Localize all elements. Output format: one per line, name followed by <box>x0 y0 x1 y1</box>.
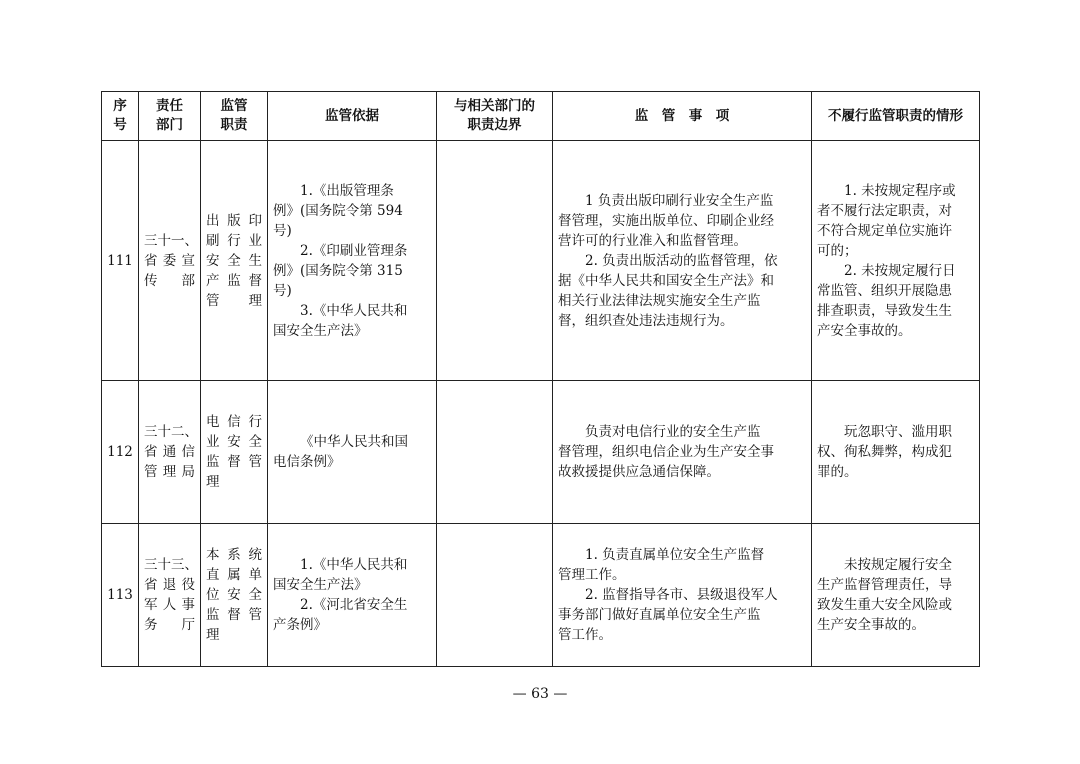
basis-cell: 《中华人民共和国 电信条例》 <box>268 381 437 524</box>
row-index: 113 <box>102 524 139 667</box>
items-cell: 1. 负责直属单位安全生产监督 管理工作。 2. 监督指导各市、县级退役军人 事务部门做好直属单位安全生产监 管工作。 <box>553 524 812 667</box>
table-row <box>102 141 980 381</box>
table-row <box>102 381 980 524</box>
header-boundary: 与相关部门的 职责边界 <box>437 92 553 141</box>
header-failure: 不履行监管职责的情形 <box>812 92 980 141</box>
header-basis: 监管依据 <box>268 92 437 141</box>
department-cell: 三十一、 省委宣 传部 <box>139 141 201 381</box>
failure-cell: 1. 未按规定程序或 者不履行法定职责，对 不符合规定单位实施许 可的； 2. 未按规定履行日 常监管、组织开展隐患 排查职责，导致发生生 产安全事故的。 <box>812 141 980 381</box>
regulatory-duties-table <box>101 91 980 667</box>
boundary-cell <box>437 381 553 524</box>
items-cell: 负责对电信行业的安全生产监 督管理，组织电信企业为生产安全事 故救援提供应急通信保障。 <box>553 381 812 524</box>
duty-cell: 电信行 业安全 监督管 理 <box>201 381 268 524</box>
duty-cell: 出版印 刷行业 安全生 产监督 管理 <box>201 141 268 381</box>
header-items: 监 管 事 项 <box>553 92 812 141</box>
header-row <box>102 92 980 141</box>
items-cell: 1 负责出版印刷行业安全生产监 督管理，实施出版单位、印刷企业经 营许可的行业准入和监督管理。 2. 负责出版活动的监督管理，依 据《中华人民共和国安全生产法》和 相关行业法律法规实施安全生产监 督，组织查处违法违规行为。 <box>553 141 812 381</box>
department-cell: 三十三、 省退役 军人事 务厅 <box>139 524 201 667</box>
table-row <box>102 524 980 667</box>
basis-cell: 1.《中华人民共和 国安全生产法》 2.《河北省安全生 产条例》 <box>268 524 437 667</box>
row-index: 111 <box>102 141 139 381</box>
boundary-cell <box>437 141 553 381</box>
boundary-cell <box>437 524 553 667</box>
header-department: 责任 部门 <box>139 92 201 141</box>
failure-cell: 未按规定履行安全 生产监督管理责任，导 致发生重大安全风险或 生产安全事故的。 <box>812 524 980 667</box>
failure-cell: 玩忽职守、滥用职 权、徇私舞弊，构成犯 罪的。 <box>812 381 980 524</box>
row-index: 112 <box>102 381 139 524</box>
duty-cell: 本系统 直属单 位安全 监督管 理 <box>201 524 268 667</box>
page-number: — 63 — <box>512 686 568 702</box>
header-duty: 监管 职责 <box>201 92 268 141</box>
department-cell: 三十二、 省通信 管理局 <box>139 381 201 524</box>
header-index: 序 号 <box>102 92 139 141</box>
basis-cell: 1.《出版管理条 例》(国务院令第 594 号) 2.《印刷业管理条 例》(国务院令第 315 号) 3.《中华人民共和 国安全生产法》 <box>268 141 437 381</box>
